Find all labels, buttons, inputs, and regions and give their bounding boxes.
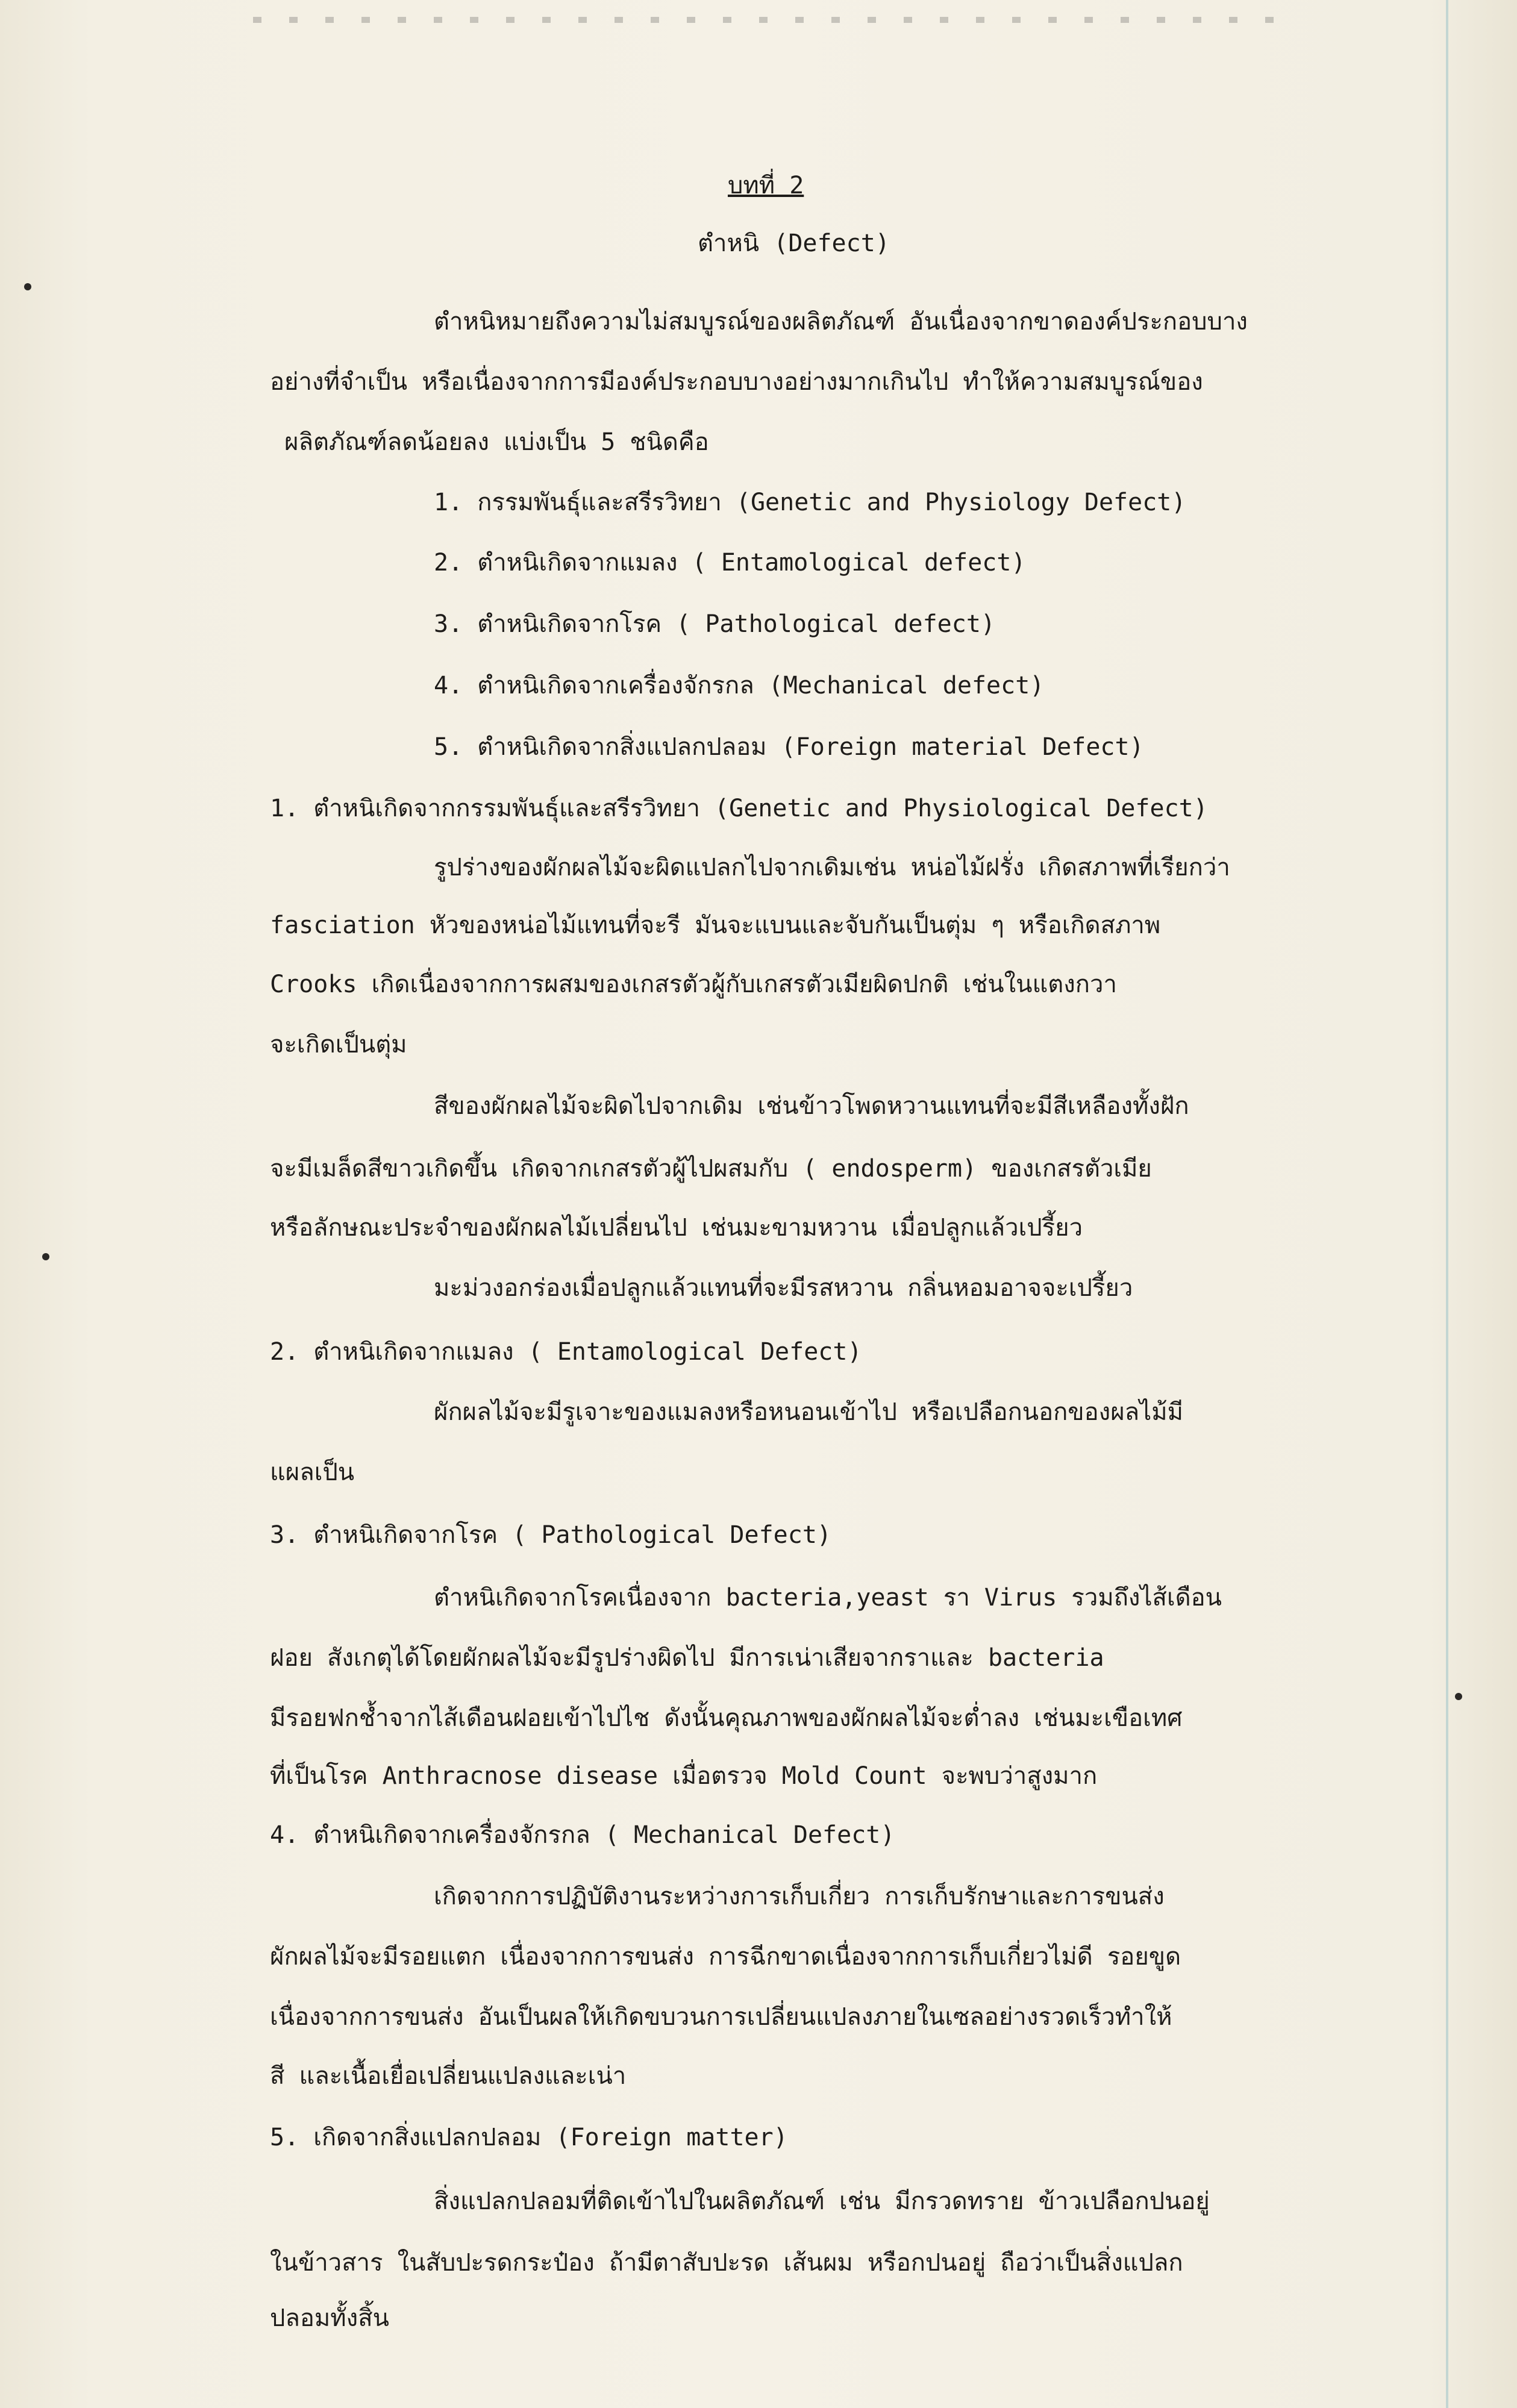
paragraph-line: แผลเป็น	[270, 1459, 355, 1486]
punch-hole	[24, 283, 31, 290]
subsection-heading: 3. ตำหนิเกิดจากโรค ( Pathological Defect)	[270, 1521, 831, 1549]
intro-line: อย่างที่จำเป็น หรือเนื่องจากการมีองค์ประกอบบางอย่างมากเกินไป ทำให้ความสมบูรณ์ของ	[270, 368, 1203, 396]
intro-line: ตำหนิหมายถึงความไม่สมบูรณ์ของผลิตภัณฑ์ อันเนื่องจากขาดองค์ประกอบบาง	[434, 308, 1248, 336]
subsection-heading: 4. ตำหนิเกิดจากเครื่องจักรกล ( Mechanical Defect)	[270, 1821, 895, 1849]
paragraph-line: หรือลักษณะประจำของผักผลไม้เปลี่ยนไป เช่นมะขามหวาน เมื่อปลูกแล้วเปรี้ยว	[270, 1214, 1083, 1242]
paragraph-line: จะมีเมล็ดสีขาวเกิดขึ้น เกิดจากเกสรตัวผู้ไปผสมกับ ( endosperm) ของเกสรตัวเมีย	[270, 1155, 1152, 1183]
list-item: 2. ตำหนิเกิดจากแมลง ( Entamological defect)	[434, 549, 1026, 577]
paragraph-line: Crooks เกิดเนื่องจากการผสมของเกสรตัวผู้กับเกสรตัวเมียผิดปกติ เช่นในแตงกวา	[270, 971, 1117, 998]
paragraph-line: ฝอย สังเกตุได้โดยผักผลไม้จะมีรูปร่างผิดไป มีการเน่าเสียจากราและ bacteria	[270, 1644, 1104, 1672]
scan-artifact	[253, 17, 1277, 23]
paragraph-line: สี และเนื้อเยื่อเปลี่ยนแปลงและเน่า	[270, 2062, 627, 2090]
section-heading: ตำหนิ (Defect)	[698, 230, 890, 257]
subsection-heading: 1. ตำหนิเกิดจากกรรมพันธุ์และสรีรวิทยา (Genetic and Physiological Defect)	[270, 795, 1208, 822]
margin-rule	[1446, 0, 1448, 2408]
list-item: 3. ตำหนิเกิดจากโรค ( Pathological defect)	[434, 610, 995, 638]
punch-hole	[42, 1253, 49, 1260]
paragraph-line: เนื่องจากการขนส่ง อันเป็นผลให้เกิดขบวนการเปลี่ยนแปลงภายในเซลอย่างรวดเร็วทำให้	[270, 2003, 1172, 2031]
paragraph-line: มะม่วงอกร่องเมื่อปลูกแล้วแทนที่จะมีรสหวาน กลิ่นหอมอาจจะเปรี้ยว	[434, 1274, 1133, 1302]
paragraph-line: ที่เป็นโรค Anthracnose disease เมื่อตรวจ Mold Count จะพบว่าสูงมาก	[270, 1762, 1098, 1790]
punch-hole	[1455, 1693, 1462, 1700]
paragraph-line: รูปร่างของผักผลไม้จะผิดแปลกไปจากเดิมเช่น หน่อไม้ฝรั่ง เกิดสภาพที่เรียกว่า	[434, 854, 1230, 881]
paragraph-line: สีของผักผลไม้จะผิดไปจากเดิม เช่นข้าวโพดหวานแทนที่จะมีสีเหลืองทั้งฝัก	[434, 1092, 1189, 1120]
intro-line: ผลิตภัณฑ์ลดน้อยลง แบ่งเป็น 5 ชนิดคือ	[284, 428, 709, 456]
list-item: 5. ตำหนิเกิดจากสิ่งแปลกปลอม (Foreign material Defect)	[434, 733, 1144, 761]
paragraph-line: จะเกิดเป็นตุ่ม	[270, 1031, 407, 1059]
paragraph-line: มีรอยฟกช้ำจากไส้เดือนฝอยเข้าไปไช ดังนั้นคุณภาพของผักผลไม้จะต่ำลง เช่นมะเขือเทศ	[270, 1704, 1183, 1732]
chapter-title: บทที่ 2	[728, 172, 804, 199]
list-item: 1. กรรมพันธุ์และสรีรวิทยา (Genetic and Physiology Defect)	[434, 489, 1186, 516]
list-item: 4. ตำหนิเกิดจากเครื่องจักรกล (Mechanical defect)	[434, 672, 1045, 699]
paragraph-line: เกิดจากการปฏิบัติงานระหว่างการเก็บเกี่ยว การเก็บรักษาและการขนส่ง	[434, 1883, 1165, 1910]
paragraph-line: ปลอมทั้งสิ้น	[270, 2304, 389, 2332]
subsection-heading: 5. เกิดจากสิ่งแปลกปลอม (Foreign matter)	[270, 2124, 788, 2151]
paragraph-line: สิ่งแปลกปลอมที่ติดเข้าไปในผลิตภัณฑ์ เช่น มีกรวดทราย ข้าวเปลือกปนอยู่	[434, 2188, 1210, 2215]
subsection-heading: 2. ตำหนิเกิดจากแมลง ( Entamological Defect)	[270, 1338, 862, 1366]
paragraph-line: fasciation หัวของหน่อไม้แทนที่จะรี มันจะแบนและจับกันเป็นตุ่ม ๆ หรือเกิดสภาพ	[270, 912, 1161, 939]
paragraph-line: ในข้าวสาร ในสับปะรดกระป๋อง ถ้ามีตาสับปะรด เส้นผม หรือกปนอยู่ ถือว่าเป็นสิ่งแปลก	[270, 2249, 1183, 2277]
paragraph-line: ผักผลไม้จะมีรูเจาะของแมลงหรือหนอนเข้าไป หรือเปลือกนอกของผลไม้มี	[434, 1398, 1184, 1426]
paragraph-line: ผักผลไม้จะมีรอยแตก เนื่องจากการขนส่ง การฉีกขาดเนื่องจากการเก็บเกี่ยวไม่ดี รอยขูด	[270, 1943, 1181, 1971]
paragraph-line: ตำหนิเกิดจากโรคเนื่องจาก bacteria,yeast รา Virus รวมถึงไส้เดือน	[434, 1584, 1222, 1612]
